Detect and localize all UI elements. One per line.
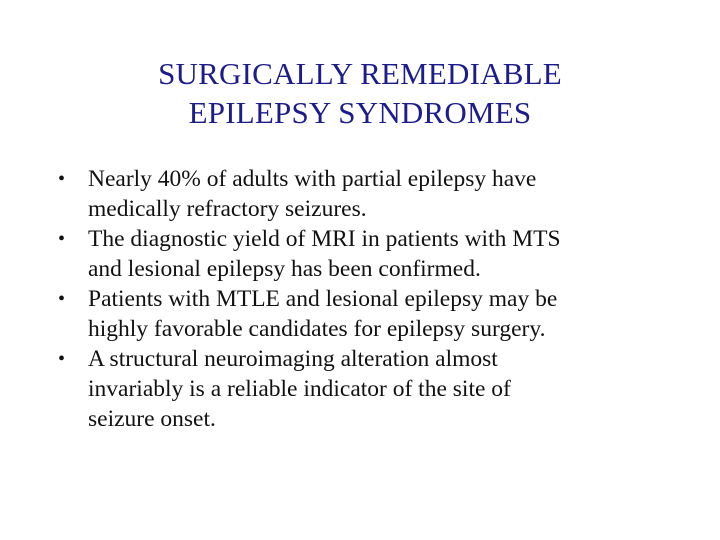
bullet-2-line-2: and lesional epilepsy has been confirmed. <box>88 256 481 282</box>
bullet-icon: • <box>58 228 66 250</box>
slide-title-line-1: SURGICALLY REMEDIABLE <box>158 56 562 91</box>
bullet-item-3 <box>55 284 695 344</box>
bullet-list <box>55 164 695 434</box>
bullet-icon: • <box>58 168 66 190</box>
bullet-item-2 <box>55 224 695 284</box>
bullet-1-line-2: medically refractory seizures. <box>88 196 367 222</box>
bullet-4-line-3: seizure onset. <box>88 406 216 432</box>
bullet-3-line-2: highly favorable candidates for epilepsy surgery. <box>88 316 546 342</box>
bullet-4-line-2: invariably is a reliable indicator of the site of <box>88 376 511 402</box>
bullet-2-line-1: The diagnostic yield of MRI in patients with MTS <box>88 226 561 252</box>
slide-title-line-2: EPILEPSY SYNDROMES <box>188 95 532 130</box>
bullet-3-line-1: Patients with MTLE and lesional epilepsy may be <box>88 286 558 312</box>
slide-title <box>0 54 720 132</box>
bullet-item-1 <box>55 164 695 224</box>
bullet-icon: • <box>58 288 66 310</box>
bullet-icon: • <box>58 348 66 370</box>
bullet-item-4 <box>55 344 695 434</box>
bullet-1-line-1: Nearly 40% of adults with partial epilepsy have <box>88 166 537 192</box>
bullet-4-line-1: A structural neuroimaging alteration almost <box>88 346 498 372</box>
